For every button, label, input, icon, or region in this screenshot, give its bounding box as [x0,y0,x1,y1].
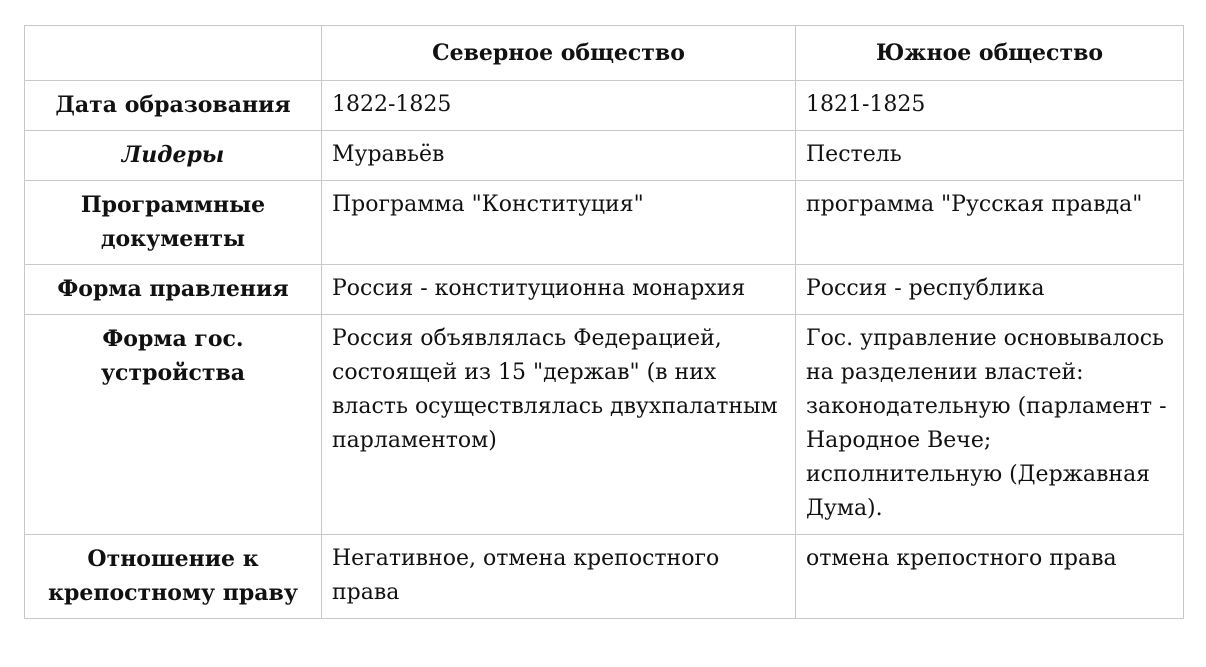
table-row [25,81,1184,131]
north-cell: Россия объявлялась Федерацией, состоящей из 15 "держав" (в них власть осуществлялась двухпалатным парламентом) [322,315,796,535]
table-row [25,181,1184,265]
table-row [25,535,1184,619]
row-label: Форма правления [25,265,322,315]
header-south-society: Южное общество [796,26,1184,81]
north-cell: Негативное, отмена крепостного права [322,535,796,619]
row-label: Программные документы [25,181,322,265]
north-cell: Россия - конституционна монархия [322,265,796,315]
north-cell: Программа "Конституция" [322,181,796,265]
row-label: Отношение к крепостному праву [25,535,322,619]
header-row [25,26,1184,81]
table-row [25,315,1184,535]
header-empty-cell [25,26,322,81]
row-label: Форма гос. устройства [25,315,322,535]
row-label: Лидеры [25,131,322,181]
table-row [25,265,1184,315]
south-cell: программа "Русская правда" [796,181,1184,265]
north-cell: 1822-1825 [322,81,796,131]
south-cell: Пестель [796,131,1184,181]
south-cell: отмена крепостного права [796,535,1184,619]
south-cell: 1821-1825 [796,81,1184,131]
south-cell: Гос. управление основывалось на разделении властей: законодательную (парламент - Народное Вече; исполнительную (Державная Дума). [796,315,1184,535]
comparison-table [24,25,1184,619]
north-cell: Муравьёв [322,131,796,181]
south-cell: Россия - республика [796,265,1184,315]
row-label: Дата образования [25,81,322,131]
table-row [25,131,1184,181]
header-north-society: Северное общество [322,26,796,81]
